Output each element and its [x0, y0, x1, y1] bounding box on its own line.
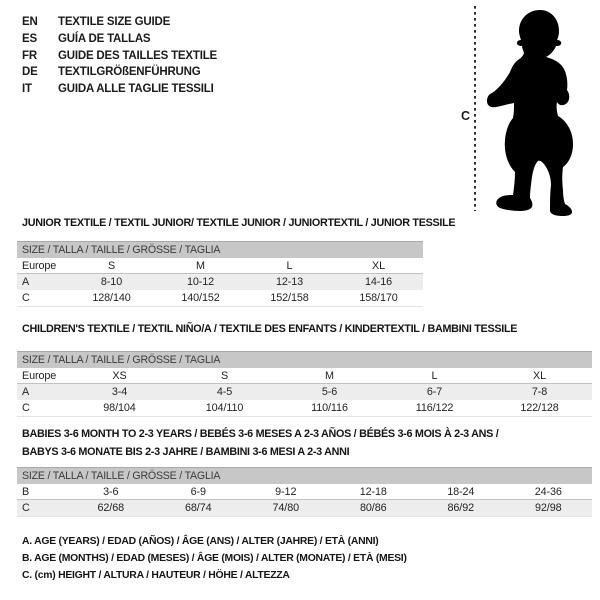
- table-cell: 6-7: [426, 386, 443, 398]
- table-cell: 7-8: [531, 386, 548, 398]
- table-title-children: CHILDREN'S TEXTILE / TEXTIL NIÑO/A / TEXTILE DES ENFANTS / KINDERTEXTIL / BAMBINI TESSILE: [22, 323, 518, 335]
- size-table-babies: [17, 467, 592, 517]
- table-title-babies: BABIES 3-6 MONTH TO 2-3 YEARS / BEBÉS 3-6 MESES A 2-3 AÑOS / BÉBÉS 3-6 MOIS À 2-3 ANS / BABYS 3-6 MONATE BIS 2-3 JAHRE / BAMBINI 3-6 MESI A 2-3 ANNI: [22, 428, 499, 458]
- table-row: [17, 500, 592, 516]
- language-code: FR: [22, 49, 37, 62]
- table-cell: 12-13: [275, 276, 304, 288]
- size-table-children: [17, 351, 592, 417]
- table-row: [17, 274, 423, 290]
- table-row: [17, 368, 592, 384]
- size-table-junior: [17, 241, 423, 307]
- measurement-legend: [22, 533, 407, 585]
- table-cell: 122/128: [520, 402, 559, 414]
- table-cell: M: [196, 260, 205, 272]
- row-label: C: [22, 292, 30, 304]
- table-cell: 8-10: [100, 276, 123, 288]
- baby-silhouette-icon: [487, 10, 573, 216]
- language-code: IT: [22, 83, 32, 96]
- table-cell: 116/122: [415, 402, 454, 414]
- row-label: Europe: [22, 260, 57, 272]
- language-list: [22, 14, 217, 98]
- table-cell: 86/92: [447, 502, 475, 514]
- table-cell: 3-4: [111, 386, 128, 398]
- table-cell: 62/68: [97, 502, 125, 514]
- table-cell: 18-24: [447, 486, 475, 498]
- table-cell: 3-6: [103, 486, 119, 498]
- table-cell: 128/140: [92, 292, 131, 304]
- table-cell: 5-6: [321, 386, 338, 398]
- row-label: Europe: [22, 370, 57, 382]
- size-header-bar: SIZE / TALLA / TAILLE / GRÖSSE / TAGLIA: [17, 241, 423, 258]
- legend-line: B. AGE (MONTHS) / EDAD (MESES) / ÂGE (MOIS) / ALTER (MONATE) / ETÀ (MESI): [22, 553, 407, 565]
- table-row: [17, 484, 592, 500]
- table-cell: 158/170: [359, 292, 398, 304]
- table-cell: L: [286, 260, 293, 272]
- table-cell: 14-16: [364, 276, 393, 288]
- legend-line: A. AGE (YEARS) / EDAD (AÑOS) / ÂGE (ANS) / ALTER (JAHRE) / ETÀ (ANNI): [22, 536, 379, 547]
- language-title: TEXTILE SIZE GUIDE: [58, 16, 171, 28]
- table-cell: 10-12: [186, 276, 215, 288]
- language-title: GUIDE DES TAILLES TEXTILE: [58, 49, 217, 62]
- row-label: A: [22, 276, 30, 288]
- table-cell: 110/116: [311, 402, 348, 414]
- language-row: [22, 64, 217, 81]
- table-row: [17, 290, 423, 306]
- language-code: ES: [22, 32, 37, 45]
- table-cell: 152/158: [270, 292, 309, 304]
- table-cell: 92/98: [534, 502, 562, 514]
- language-title: TEXTILGRÖßENFÜHRUNG: [58, 66, 201, 79]
- size-header-bar: SIZE / TALLA / TAILLE / GRÖSSE / TAGLIA: [17, 351, 592, 368]
- table-cell: S: [220, 370, 229, 382]
- row-label: C: [22, 502, 30, 514]
- row-label: A: [22, 386, 30, 398]
- table-row: [17, 258, 423, 274]
- legend-line: C. (cm) HEIGHT / ALTURA / HAUTEUR / HÖHE / ALTEZZA: [22, 570, 290, 582]
- language-row: [22, 48, 217, 65]
- table-row: [17, 384, 592, 400]
- language-title: GUIDA ALLE TAGLIE TESSILI: [58, 83, 214, 96]
- language-code: EN: [22, 16, 38, 28]
- table-cell: 12-18: [359, 486, 387, 498]
- language-code: DE: [22, 66, 38, 79]
- table-cell: 6-9: [190, 486, 206, 498]
- baby-figure: [458, 4, 590, 216]
- row-label: C: [22, 402, 30, 414]
- table-cell: XL: [371, 260, 385, 272]
- language-row: [22, 31, 217, 48]
- table-cell: XS: [112, 370, 127, 382]
- language-row: [22, 81, 217, 98]
- language-title: GUÍA DE TALLAS: [58, 32, 151, 45]
- language-row: [22, 14, 217, 31]
- table-cell: L: [431, 370, 438, 382]
- table-cell: 24-36: [534, 486, 562, 498]
- table-cell: 104/110: [205, 402, 244, 414]
- table-row: [17, 400, 592, 416]
- size-header-bar: SIZE / TALLA / TAILLE / GRÖSSE / TAGLIA: [17, 467, 592, 484]
- row-label: B: [22, 486, 30, 498]
- table-cell: M: [325, 370, 334, 382]
- table-cell: 9-12: [275, 486, 297, 498]
- table-title-junior: JUNIOR TEXTILE / TEXTIL JUNIOR/ TEXTILE JUNIOR / JUNIORTEXTIL / JUNIOR TESSILE: [22, 217, 456, 229]
- table-cell: 68/74: [184, 502, 212, 514]
- table-cell: 98/104: [103, 402, 136, 414]
- table-cell: 80/86: [359, 502, 387, 514]
- table-cell: 4-5: [216, 386, 233, 398]
- height-label: C: [460, 109, 471, 123]
- table-cell: 74/80: [272, 502, 300, 514]
- table-cell: XL: [532, 370, 546, 382]
- table-cell: 140/152: [181, 292, 220, 304]
- table-cell: S: [107, 260, 116, 272]
